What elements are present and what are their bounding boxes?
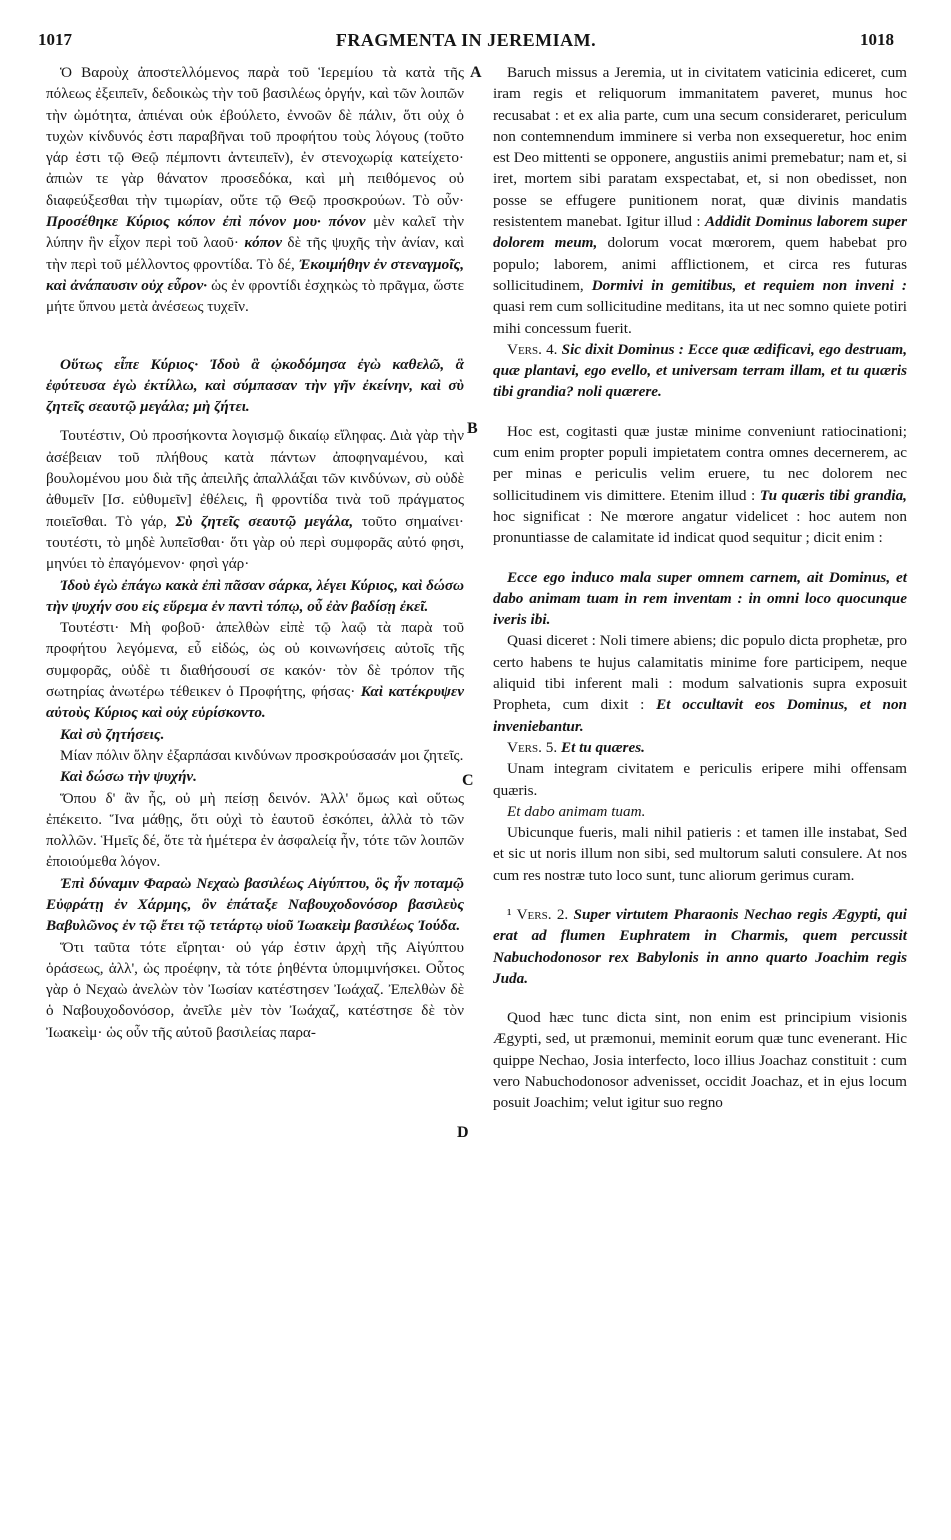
page-number-left: 1017 <box>38 30 72 49</box>
greek-lemma-5a: Ἰδοὺ ἐγὼ ἐπάγω κακὰ ἐπὶ πᾶσαν σάρκα, λέγει Κύριος, καὶ δώσω τὴν ψυχήν σου εἰς εὕρεμα ἐν παντὶ τόπῳ, οὗ ἐὰν βαδίσῃ ἐκεῖ. <box>46 576 464 615</box>
greek-paragraph-1: Ὁ Βαροὺχ ἀποστελλόμενος παρὰ τοῦ Ἱερεμίου τὰ κατὰ τῆς πόλεως ἐξειπεῖν, δεδοικὼς τὴν τοῦ βασιλέως ὀργήν, καὶ τῶν λοιπῶν τὴν ὠμότητα, ἀπιέναι οὐκ ἐβούλετο, ἐννοῶν δὲ πάλιν, ὅτι οὐχ ὁ τυχὼν κίνδυνός ἐστι παραβῆναι τοῦ προφήτου τοὺς λόγους (τοῦτο γάρ ἐστι τῷ Θεῷ πέμποντι ἀντειπεῖν), ἐν στενοχωρίᾳ κατείχετο· ἀπιὼν τε γὰρ θάνατον προσεδόκα, καὶ μὴ πειθόμενος οὐ διαφεύξεσθαι τὴν τιμωρίαν, οὔτε τῷ Θεῷ προσκρούων. Τὸ οὖν· Προσέθηκε Κύριος κόπον ἐπὶ πόνον μου· πόνον μὲν καλεῖ τὴν λύπην ἣν εἶχον περὶ τοῦ λαοῦ· κόπον δὲ τῆς ψυχῆς τὴν ἀνίαν, καὶ τὴν περὶ τοῦ μέλλοντος φροντίδα. Τὸ δέ, Ἐκοιμήθην ἐν στεναγμοῖς, καὶ ἀνάπαυσιν οὐχ εὗρον· ὡς ἐν φροντίδι ἐσχηκὼς τὸ πρᾶγμα, ὥστε μήτε ὕπνου μετὰ ἀνέσεως τυχεῖν. <box>46 64 465 316</box>
latin-verse-5: Vers. 5. Et tu quæres. <box>507 738 645 756</box>
latin-paragraph-5: Ubicunque fueris, mali nihil patieris : et tamen ille instabat, Sed et sic ut noris illum non sibi, sed multorum saluti consulere. At nos cum res nostræ tuto loco sunt, tunc aliorum gerimus curam. <box>493 824 907 884</box>
greek-lemma-2: Ἐπὶ δύναμιν Φαραὼ Νεχαὼ βασιλέως Αἰγύπτου, ὃς ἦν ποταμῷ Εὐφράτῃ ἐν Χάρμης, ὃν ἐπάταξε Ναβουχοδονόσορ βασιλεὺς Βαβυλῶνος ἐν τῷ ἔτει τῷ τετάρτῳ υἱοῦ Ἰωακεὶμ βασιλέως Ἰούδα. <box>46 874 464 935</box>
latin-paragraph-6: Quod hæc tunc dicta sint, non enim est principium visionis Ægypti, sed, ut præmonui, meminit eorum quæ tunc evenerant. Hic quippe Nechao, Josia interfecto, loco illius Joachaz constituit : cum vero Nabuchodonosor advenisset, occidit Joachaz, et in ejus locum posuit Joachim; velut igitur suo regno <box>493 1009 907 1112</box>
greek-paragraph-5: Ὅπου δ' ἂν ἦς, οὐ μὴ πείσῃ δεινόν. Ἀλλ' ὅμως καὶ οὕτως ἐπέκειτο. Ἵνα μάθῃς, ὅτι οὐχὶ τὸ ἑαυτοῦ ἐσκόπει, ἀλλὰ τὸ τῶν πολλῶν. Ἡμεῖς δέ, ὅτε τὰ ἡμέτερα ἐν ἀσφαλείᾳ ἦν, τότε τῶν λοιπῶν ἐποιούμεθα λόγον. <box>46 789 464 871</box>
greek-lemma-4: Οὕτως εἶπε Κύριος· Ἰδοὺ ἃ ᾠκοδόμησα ἐγὼ καθελῶ, ἃ ἐφύτευσα ἐγὼ ἐκτίλλω, καὶ σύμπασαν τὴν γῆν ἐκείνην, καὶ σὺ ζητεῖς σεαυτῷ μεγάλα; μὴ ζήτει. <box>46 355 464 416</box>
latin-paragraph-4: Unam integram civitatem e periculis eripere mihi offensam quæris. <box>493 760 907 799</box>
greek-column <box>46 62 464 1043</box>
margin-letter-b: B <box>467 420 478 437</box>
greek-paragraph-2: Τουτέστιν, Οὐ προσήκοντα λογισμῷ δικαίῳ εἴληφας. Διὰ γὰρ τὴν ἀσέβειαν τοῦ πλήθους κατὰ πάντων ἀποφηναμένου, καὶ βουλομένου μου διὰ τῆς ἀπειλῆς ἀπαλλάξαι τῶν κινδύνων, σὺ οὐδὲ ἀθυμεῖν [Ισ. εὐθυμεῖν] ἐθέλεις, ἢ φροντίδα τινὰ τοῦ πράγματος ποιεῖσθαι. Τὸ γάρ, Σὺ ζητεῖς σεαυτῷ μεγάλα, τοῦτο σημαίνει· τουτέστι, τὸ μηδὲ λυπεῖσθαι· ὅτι γὰρ οὐ περὶ συμφορᾶς αὐτό φησι, μηνύει τὸ ἐπαγόμενον· φησὶ γάρ· <box>46 427 464 573</box>
latin-verse-2: ¹ Vers. 2. Super virtutem Pharaonis Nechao regis Ægypti, qui erat ad flumen Euphratem in Charmis, quem percussit Nabuchodonosor rex Babylonis in anno quarto Joachim regis Juda. <box>493 905 908 987</box>
greek-paragraph-3: Τουτέστι· Μὴ φοβοῦ· ἀπελθὼν εἰπὲ τῷ λαῷ τὰ παρὰ τοῦ προφήτου λεγόμενα, εὖ εἰδώς, ὡς οὐ κοινωνήσεις αὐτοῖς τῆς συμφορᾶς, οὐδὲ τι διαθήσουσί σε κακόν· τὸν δὲ τρόπον τῆς σωτηρίας ἀνωτέρω τέθεικεν ὁ Προφήτης, φήσας· Καὶ κατέκρυψεν αὐτοὺς Κύριος καὶ οὐχ εὑρίσκοντο. <box>46 619 464 722</box>
latin-verse-4: Vers. 4. Sic dixit Dominus : Ecce quæ ædificavi, ego destruam, quæ plantavi, ego evello, et universam terram illam, et tu quæris tibi grandia? noli quærere. <box>493 340 907 401</box>
greek-paragraph-4: Μίαν πόλιν ὅλην ἐξαρπάσαι κινδύνων προσκρούσασάν μοι ζητεῖς. <box>60 746 464 764</box>
latin-paragraph-3: Quasi diceret : Noli timere abiens; dic populo dicta prophetæ, pro certo habens te hujus calamitatis minime fore participem, neque aliquid tibi inferent mali : modum salvationis supra exposuit Propheta, cum dixit : Et occultavit eos Dominus, et non inveniebantur. <box>493 632 907 735</box>
latin-paragraph-1: Baruch missus a Jeremia, ut in civitatem vaticinia ediceret, cum iram regis et reliquorum immanitatem paveret, munus hoc recusabat : et ex alia parte, cum una secum consideraret, periculum non contemnendum imminere si verba non exsequeretur, hoc enim est Deo mittenti se opponere, angustiis animi premebatur; nam et, si iret, mortem sibi paratam exspectabat, et, si non obedisset, non posse se effugere punitionem norat, quæ divinis mandatis resistentem manebat. Igitur illud : Addidit Dominus laborem super dolorem meum, dolorum vocat mœrorem, quem habebat pro populo; laborem, animi afflictionem, et circa res futuras sollicitudinem, Dormivi in gemitibus, et requiem non inveni : quasi rem cum sollicitudine meditans, ita ut nec somno quiete potiri mihi concessum fuerit. <box>493 64 908 337</box>
greek-paragraph-6: Ὅτι ταῦτα τότε εἴρηται· οὐ γάρ ἐστιν ἀρχὴ τῆς Αἰγύπτου ὁράσεως, ἀλλ', ὡς προέφην, τὰ τότε ῥηθέντα ὑπομιμνήσκει. Οὗτος γὰρ ὁ Νεχαὼ ἀνελὼν τὸν Ἰωσίαν κατέστησεν Ἰωάχαζ. Ἐπελθὼν δὲ ὁ Ναβουχοδονόσορ, ἀνεῖλε μὲν τὸν Ἰωάχαζ, κατέστησε δὲ τὸν Ἰωακεὶμ· ὡς οὖν τῆς αὐτοῦ βασιλείας παρα- <box>46 938 464 1041</box>
latin-paragraph-2: Hoc est, cogitasti quæ justæ minime conveniunt ratiocinationi; cum enim propter populi impietatem contra omnes decernerem, ac per minas e periculis velim eruere, tu nec dolorem nec sollicitudinem vis dimittere. Etenim illud : Tu quæris tibi grandia, hoc significat : Ne mœrore angatur videlicet : hoc autem non pronuntiasse de calamitate id indicat quod sequitur ; dicit enim : <box>493 422 907 547</box>
page-number-right: 1018 <box>860 30 894 49</box>
greek-lemma-5b: Καὶ σὺ ζητήσεις. <box>60 725 165 743</box>
greek-lemma-5c: Καὶ δώσω τὴν ψυχήν. <box>60 768 197 786</box>
margin-letter-a: A <box>470 64 482 81</box>
margin-letter-d: D <box>457 1124 469 1141</box>
latin-column <box>493 62 907 1114</box>
latin-lemma-5a: Ecce ego induco mala super omnem carnem, ait Dominus, et dabo animam tuam in rem inventam : in omni loco quocunque iveris ibi. <box>493 568 907 629</box>
margin-letter-c: C <box>462 772 474 789</box>
page-header <box>38 30 894 54</box>
latin-lemma-5c: Et dabo animam tuam. <box>507 802 646 820</box>
running-title: FRAGMENTA IN JEREMIAM. <box>335 30 597 50</box>
